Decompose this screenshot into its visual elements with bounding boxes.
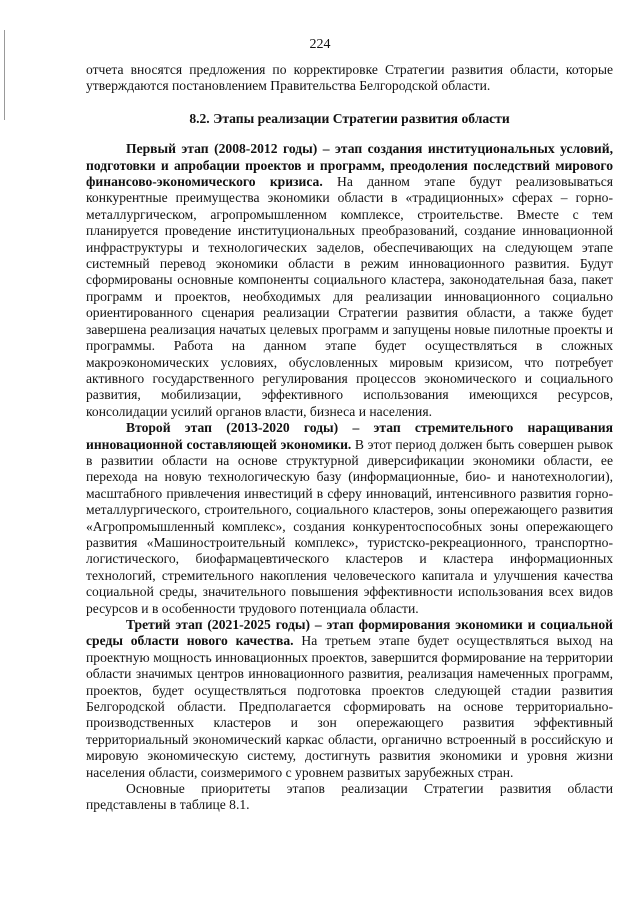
page-number: 224 — [309, 37, 331, 52]
stage3-title: Третий этап (2021-2025 годы) – этап формирования экономики и социальной среды области нового качества. — [86, 617, 613, 649]
section-heading: 8.2. Этапы реализации Стратегии развития области — [189, 110, 510, 126]
document-body — [86, 62, 613, 814]
stage1-text: На данном этапе будут реализовываться конкурентные преимущества экономики области в «традиционных» сферах – горно-металлургическом, агропромышленном комплексе, строительстве. Вместе с тем планируется проведение институциональных преобразований, создание инновационной инфраструктуры и технологических заделов, обеспечивающих на следующем этапе системный перевод экономики области в режим инновационного развития. Будут сформированы основные компоненты социального кластера, законодательная база, пакет программ и проектов, необходимых для реализации инновационного социально ориентированного сценария реализации Стратегии развития области, а также будет завершена реализация начатых целевых программ и запущены новые пилотные проекты и программы. Работа на данном этапе будет осуществляться в сложных макроэкономических условиях, обусловленных мировым кризисом, что потребует активного государственного регулирования процессов экономического и социального развития, мобилизации, эффективного использования имеющихся ресурсов, консолидации усилий органов власти, бизнеса и населения. — [86, 174, 614, 419]
stage2-text: В этот период должен быть совершен рывок в развитии области на основе структурной диверсификации экономики области, ее перехода на новую технологическую базу (информационные, био- и нанотехнологии), масштабного привлечения инвестиций в сферу инноваций, интенсивного развития горно-металлургического, строительного, социального кластеров, зоны опережающего развития «Агропромышленный комплекс», создания конкурентоспособных зоны опережающего развития «Машиностроительный комплекс», туристско-рекреационного, транспортно-логистического, биофармацевтического кластеров и кластера информационных технологий, стремительного накопления человеческого капитала и улучшения качества социальной среды, значительного повышения эффективности использования всех видов ресурсов и в особенности трудового потенциала области. — [86, 436, 613, 616]
intro-paragraph: отчета вносятся предложения по корректировке Стратегии развития области, которые утверждаются постановлением Правительства Белгородской области. — [86, 62, 613, 94]
stage1-title: Первый этап (2008-2012 годы) – этап создания институциональных условий, подготовки и апробации проектов и программ, преодоления последствий мирового финансово-экономического кризиса. — [86, 141, 613, 190]
stage3-text: На третьем этапе будет осуществляться выход на проектную мощность инновационных проектов, завершится формирование на территории области значимых центров инновационного развития, реализация намеченных программ, проектов, будет осуществляться подготовка проектов следующей стадии развития Белгородской области. Предполагается сформировать на основе территориально-производственных кластеров и зон опережающего развития эффективный территориальный экономический каркас области, органично встроенный в российскую и мировую экономическую систему, достигнуть развития экономики и уровня жизни населения области, соизмеримого с уровнем развитых зарубежных стран. — [86, 633, 613, 780]
closing-paragraph: Основные приоритеты этапов реализации Стратегии развития области представлены в таблице 8.1. — [86, 781, 613, 813]
stage1-paragraph — [86, 141, 613, 420]
stage2-paragraph — [86, 420, 613, 617]
stage2-title: Второй этап (2013-2020 годы) – этап стремительного наращивания инновационной составляющей экономики. — [86, 420, 613, 452]
stage3-paragraph — [86, 617, 613, 781]
